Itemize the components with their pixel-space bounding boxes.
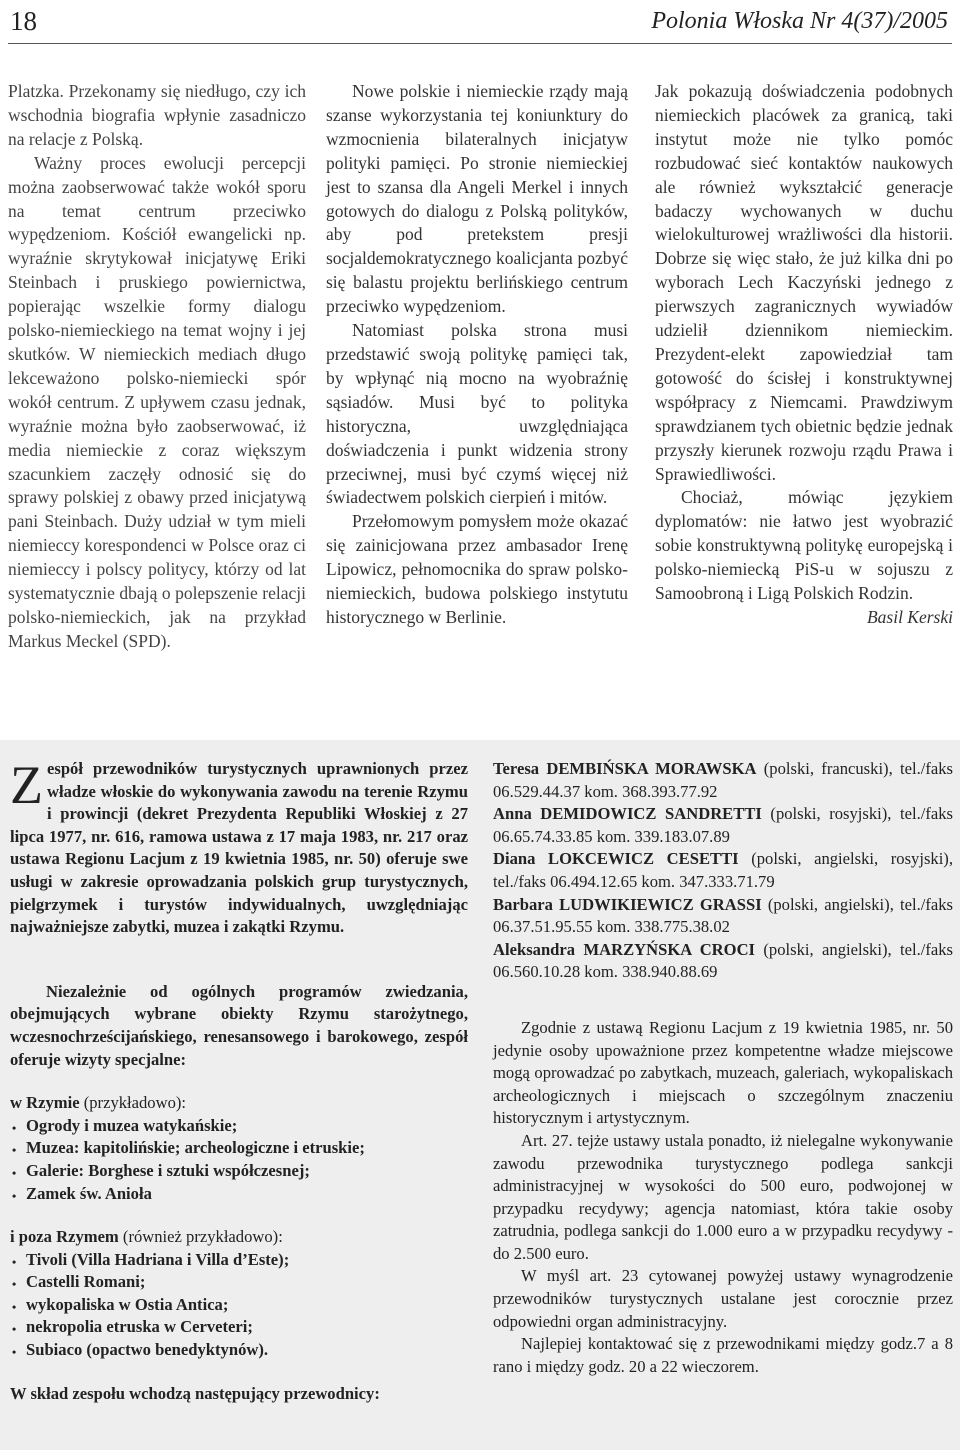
rome-label: w Rzymie <box>10 1093 80 1113</box>
law-paragraph: W myśl art. 23 cytowanej powyżej ustawy wynagrodzenie przewodników turystycznych ustalane jest corocznie przez odpowiedni organ administracyjny. <box>493 1266 953 1331</box>
article-paragraph: Platzka. Przekonamy się niedługo, czy ich wschodnia biografia wpłynie zasadniczo na relacje z Polską. <box>8 81 306 149</box>
header-rule <box>8 43 952 44</box>
article-paragraph: Chociaż, mówiąc językiem dyplomatów: nie łatwo jest wyobrazić sobie konstruktywną politykę europejską i polsko-niemiecką PiS-u w sojuszu z Samoobroną i Ligą Polskich Rodzin. <box>655 487 953 604</box>
article-paragraph: Jak pokazują doświadczenia podobnych niemieckich placówek za granicą, taki instytut może nie tylko pomóc rozbudować sieć kontaktów naukowych ale również wykształcić generacje badaczy wychowanych w duchu wielokulturowej wrażliwości dla historii. Dobrze się więc stało, że już kilka dni po wyborach Lech Kaczyński jednego z pierwszych zagranicznych wywiadów udzielił dziennikom niemieckim. Prezydent-elekt zapowiedział tam gotowość do ścisłej i konstruktywnej współpracy z Niemcami. Prawdziwym sprawdzianem tych obietnic będzie jednak przyszły kierunek rozwoju rządu Prawa i Sprawiedliwości. <box>655 81 953 484</box>
article-paragraph: Nowe polskie i niemieckie rządy mają szanse wykorzystania tej koniunktury do wzmocnienia bilateralnych inicjatyw polityki pamięci. Po stronie niemieckiej jest to szansa dla Angeli Merkel i innych gotowych do dialogu z Polską polityków, aby pod pretekstem presji socjaldemokratycznego koalicjanta pozbyć się balastu projektu berlińskiego centrum przeciwko wypędzeniom. <box>326 81 628 317</box>
list-item: • Galerie: Borghese i sztuki współczesnej; <box>10 1160 468 1183</box>
guide-contact: (polski, francuski), tel./faks 06.529.44.37 kom. 368.393.77.92 <box>493 759 953 801</box>
rome-note: (przykładowo): <box>79 1093 187 1113</box>
guide-name: Diana LOKCEWICZ CESETTI <box>493 849 739 869</box>
list-item: • wykopaliska w Ostia Antica; <box>10 1294 468 1317</box>
guides-box-right-column <box>493 758 953 1378</box>
list-item: • Tivoli (Villa Hadriana i Villa d’Este); <box>10 1249 468 1272</box>
outside-note: (również przykładowo): <box>118 1227 283 1247</box>
guides-intro-text: espół przewodników turystycznych uprawnionych przez władze włoskie do wykonywania zawodu na terenie Rzymu i prowincji (dekret Prezydenta Republiki Włoskiej z 27 lipca 1977, nr. 616, ramowa ustawa z 17 maja 1983, nr. 217 oraz ustawa Regionu Lacjum z 19 kwietnia 1985, nr. 50) oferuje swe usługi w zakresie oprowadzania polskich grup turystycznych, pielgrzymek i turystów indywidualnych, uwzględniając najważniejsze zabytki, muzea i zakątki Rzymu. <box>10 759 468 937</box>
article-column-1 <box>8 80 306 654</box>
guide-entry <box>493 758 953 803</box>
rome-visits-list <box>10 1115 468 1205</box>
outside-label: i poza Rzymem <box>10 1227 119 1247</box>
guides-intro <box>10 755 468 939</box>
programs-text: Niezależnie od ogólnych programów zwiedzania, obejmujących wybrane obiekty Rzymu starożytnego, wczesnochrześcijańskiego, renesansowego i barokowego, zespół oferuje wizyty specjalne: <box>10 981 468 1069</box>
guide-name: Barbara LUDWIKIEWICZ GRASSI <box>493 894 762 914</box>
drop-cap: Z <box>10 755 43 815</box>
guide-contact: (polski, angielski), tel./faks 06.560.10.28 kom. 338.940.88.69 <box>493 939 953 982</box>
list-item: • Subiaco (opactwo benedyktynów). <box>10 1339 468 1362</box>
article-column-2 <box>326 80 628 630</box>
list-item: • Ogrody i muzea watykańskie; <box>10 1115 468 1138</box>
article-paragraph: Przełomowym pomysłem może okazać się zainicjowana przez ambasador Irenę Lipowicz, pełnomocnika do spraw polsko-niemieckich, budowa polskiego instytutu historycznego w Berlinie. <box>326 511 628 627</box>
guides-advertisement-box <box>0 740 960 1450</box>
page-header <box>8 0 952 40</box>
list-item: • Zamek św. Anioła <box>10 1183 468 1206</box>
guide-contact: (polski, rosyjski), tel./faks 06.65.74.33.85 kom. 339.183.07.89 <box>493 804 954 846</box>
article-column-3 <box>655 80 953 630</box>
guides-box-left-column <box>10 755 468 1405</box>
article-paragraph: Natomiast polska strona musi przedstawić swoją politykę pamięci tak, by wpłynąć nią mocno na wyobraźnię sąsiadów. Musi być to polityka historyczna, uwzględniająca doświadczenia i punkt widzenia strony przeciwnej, musi być czymś więcej niż świadectwem polskich cierpień i mitów. <box>326 320 628 508</box>
author-signature: Basil Kerski <box>866 606 953 627</box>
law-paragraph: Najlepiej kontaktować się z przewodnikami między godz.7 a 8 rano i między godz. 20 a 22 wieczorem. <box>493 1334 953 1376</box>
guide-name: Teresa DEMBIŃSKA MORAWSKA <box>493 759 757 778</box>
guide-entry <box>493 894 953 939</box>
guide-entry <box>493 848 953 893</box>
guide-contact: (polski, angielski), tel./faks 06.37.51.95.55 kom. 338.775.38.02 <box>493 894 953 937</box>
outside-visits-list <box>10 1249 468 1362</box>
rome-heading <box>10 1092 468 1115</box>
guide-entry <box>493 803 953 848</box>
page-number: 18 <box>10 6 37 36</box>
members-intro: W skład zespołu wchodzą następujący przewodnicy: <box>10 1383 380 1403</box>
article-paragraph: Ważny proces ewolucji percepcji można zaobserwować także wokół sporu na temat centrum przeciwko wypędzeniom. Kościół ewangelicki np. wyraźnie skrytykował inicjatywę Eriki Steinbach i pruskiego powiernictwa, popierając wszelkie formy dialogu polsko-niemieckiego na temat wojny i jej skutków. W niemieckich mediach długo lekceważono polsko-niemiecki spór wokół centrum. Z upływem czasu jednak, wyraźnie można było zaobserwować, iż media niemieckie z coraz większym szacunkiem zaczęły odnosić się do sprawy polskiej z obawy przed inicjatywą pani Steinbach. Duży udział w tym mieli niemieccy korespondenci w Polsce oraz ci niemieccy i polscy politycy, którzy od lat systematycznie dbają o polepszenie relacji polsko-niemieckich, jak na przykład Markus Meckel (SPD). <box>8 152 306 651</box>
guide-contact: (polski, angielski, rosyjski), tel./faks 06.494.12.65 kom. 347.333.71.79 <box>493 849 953 891</box>
outside-rome-heading <box>10 1226 468 1249</box>
law-paragraph: Zgodnie z ustawą Regionu Lacjum z 19 kwietnia 1985, nr. 50 jedynie osoby upoważnione przez kompetentne władze miejscowe mogą oprowadzać po zabytkach, muzeach, galeriach, wykopaliskach archeologicznych i miejscach o szczególnym znaczeniu historycznym i artystycznym. <box>493 1017 953 1128</box>
guide-entry <box>493 939 953 984</box>
list-item: • nekropolia etruska w Cerveteri; <box>10 1316 468 1339</box>
list-item: • Muzea: kapitolińskie; archeologiczne i etruskie; <box>10 1137 468 1160</box>
list-item: • Castelli Romani; <box>10 1271 468 1294</box>
guide-name: Anna DEMIDOWICZ SANDRETTI <box>493 804 762 824</box>
magazine-title: Polonia Włoska Nr 4(37)/2005 <box>651 8 948 34</box>
law-paragraph: Art. 27. tejże ustawy ustala ponadto, iż nielegalne wykonywanie zawodu przewodnika turystycznego podlega sankcji administracyjnej w wysokości do 500 euro, podwojonej w przypadku recydywy; agencja natomiast, która takie osoby zatrudnia, podlega sankcji do 1.000 euro a w przypadku recydywy - do 2.500 euro. <box>493 1130 953 1263</box>
guide-name: Aleksandra MARZYŃSKA CROCI <box>493 939 756 959</box>
